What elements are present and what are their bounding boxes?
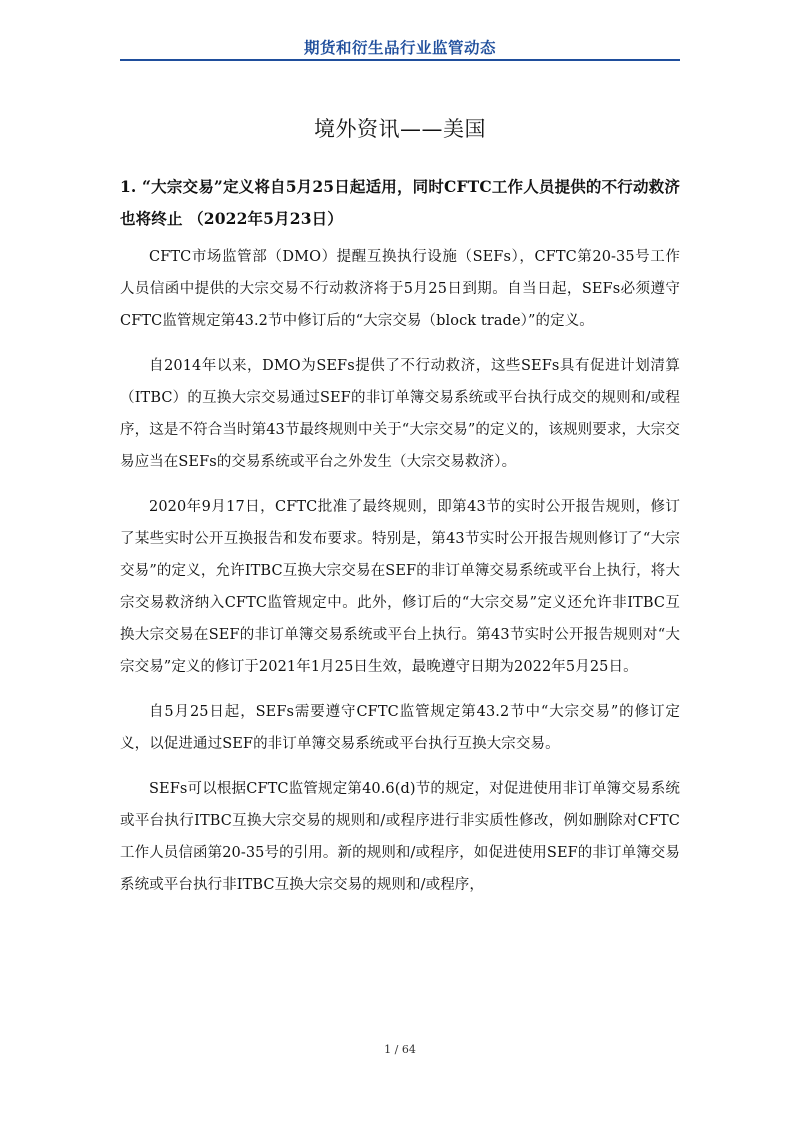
paragraph: CFTC市场监管部（DMO）提醒互换执行设施（SEFs），CFTC第20-35号工作人员信函中提供的大宗交易不行动救济将于5月25日到期。自当日起，SEFs必须遵守CFTC监管规定第43.2节中修订后的“大宗交易（block trade）”的定义。 (120, 249, 680, 329)
section-title: 境外资讯——美国 (314, 117, 486, 141)
header-divider (120, 59, 680, 61)
paragraph: 2020年9月17日，CFTC批准了最终规则，即第43节的实时公开报告规则，修订了某些实时公开互换报告和发布要求。特别是，第43节实时公开报告规则修订了“大宗交易”的定义，允许ITBC互换大宗交易在SEF的非订单簿交易系统或平台上执行，将大宗交易救济纳入CFTC监管规定中。此外，修订后的“大宗交易”定义还允许非ITBC互换大宗交易在SEF的非订单簿交易系统或平台上执行。第43节实时公开报告规则对“大宗交易”定义的修订于2021年1月25日生效，最晚遵守日期为2022年5月25日。 (120, 499, 680, 675)
running-header-title: 期货和衍生品行业监管动态 (303, 39, 496, 57)
paragraph: 自2014年以来，DMO为SEFs提供了不行动救济，这些SEFs具有促进计划清算（ITBC）的互换大宗交易通过SEF的非订单簿交易系统或平台执行成交的规则和/或程序，这是不符合当时第43节最终规则中关于“大宗交易”的定义的，该规则要求，大宗交易应当在SEFs的交易系统或平台之外发生（大宗交易救济）。 (120, 358, 680, 470)
paragraph: SEFs可以根据CFTC监管规定第40.6(d)节的规定，对促进使用非订单簿交易系统或平台执行ITBC互换大宗交易的规则和/或程序进行非实质性修改，例如删除对CFTC工作人员信函第20-35号的引用。新的规则和/或程序，如促进使用SEF的非订单簿交易系统或平台执行非ITBC互换大宗交易的规则和/或程序， (120, 781, 680, 893)
article-body (120, 241, 680, 914)
page-number: 1 / 64 (384, 1043, 416, 1056)
article-heading: 1. “大宗交易”定义将自5月25日起适用，同时CFTC工作人员提供的不行动救济也将终止 （2022年5月23日） (120, 177, 680, 228)
paragraph: 自5月25日起，SEFs需要遵守CFTC监管规定第43.2节中“大宗交易”的修订定义，以促进通过SEF的非订单簿交易系统或平台执行互换大宗交易。 (120, 704, 680, 752)
